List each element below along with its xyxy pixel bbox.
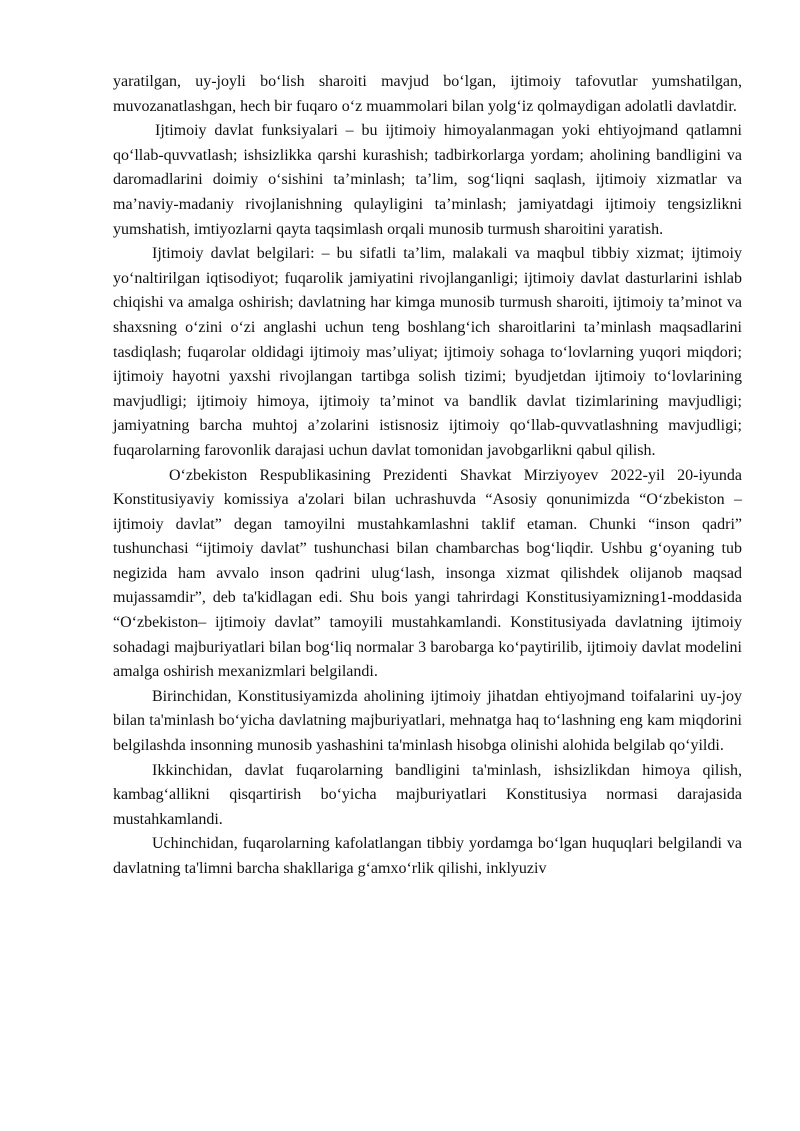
paragraph-thirdly: Uchinchidan, fuqarolarning kafolatlangan tibbiy yordamga boʻlgan huquqlari belgilandi va davlatning ta'limni barcha shakllariga gʻamxoʻrlik qilishi, inklyuziv (113, 835, 742, 877)
paragraph-continuation: yaratilgan, uy-joyli boʻlish sharoiti mavjud boʻlgan, ijtimoiy tafovutlar yumshatilgan, muvozanatlashgan, hech bir fuqaro oʻz muammolari bilan yolgʻiz qolmaydigan adolatli davlatdir. (113, 73, 742, 115)
paragraph-president-quote: Oʻzbekiston Respublikasining Prezidenti Shavkat Mirziyoyev 2022-yil 20-iyunda Konstitusiyaviy komissiya a'zolari bilan uchrashuvda “Asosiy qonunimizda “Oʻzbekiston – ijtimoiy davlat” degan tamoyilni mustahkamlashni taklif etaman. Chunki “inson qadri” tushunchasi “ijtimoiy davlat” tushunchasi bilan chambarchas bogʻliqdir. Ushbu gʻoyaning tub negizida ham avvalo inson qadrini ulugʻlash, insonga xizmat qilishdek olijanob maqsad mujassamdir”, deb ta'kidlagan edi. Shu bois yangi tahrirdagi Konstitusiyamizning1-moddasida “Oʻzbekiston– ijtimoiy davlat” tamoyili mustahkamlandi. Konstitusiyada davlatning ijtimoiy sohadagi majburiyatlari bilan bogʻliq normalar 3 barobarga koʻpaytirilib, ijtimoiy davlat modelini amalga oshirish mexanizmlari belgilandi. (113, 466, 742, 681)
document-page (113, 70, 742, 882)
paragraph-secondly: Ikkinchidan, davlat fuqarolarning bandligini ta'minlash, ishsizlikdan himoya qilish, kambagʻallikni qisqartirish boʻyicha majburiyatlari Konstitusiya normasi darajasida mustahkamlandi. (113, 761, 742, 828)
paragraph-social-state-functions: Ijtimoiy davlat funksiyalari – bu ijtimoiy himoyalanmagan yoki ehtiyojmand qatlamni qoʻllab-quvvatlash; ishsizlikka qarshi kurashish; tadbirkorlarga yordam; aholining bandligini va daromadlarini doimiy oʻsishini taʼminlash; taʼlim, sogʻliqni saqlash, ijtimoiy xizmatlar va maʼnaviy-madaniy rivojlanishning qulayligini taʼminlash; jamiyatdagi ijtimoiy tengsizlikni yumshatish, imtiyozlarni qayta taqsimlash orqali munosib turmush sharoitini yaratish. (113, 122, 742, 238)
paragraph-firstly: Birinchidan, Konstitusiyamizda aholining ijtimoiy jihatdan ehtiyojmand toifalarini uy-joy bilan ta'minlash boʻyicha davlatning majburiyatlari, mehnatga haq toʻlashning eng kam miqdorini belgilashda insonning munosib yashashini ta'minlash hisobga olinishi alohida belgilab qoʻyildi. (113, 687, 742, 755)
paragraph-social-state-features: Ijtimoiy davlat belgilari: – bu sifatli taʼlim, malakali va maqbul tibbiy xizmat; ijtimoiy yoʻnaltirilgan iqtisodiyot; fuqarolik jamiyatini rivojlanganligi; ijtimoiy davlat dasturlarini ishlab chiqishi va amalga oshirish; davlatning har kimga munosib turmush sharoiti, ijtimoiy taʼminot va shaxsning oʻzini oʻzi anglashi uchun teng boshlangʻich sharoitlarini taʼminlash maqsadlarini tasdiqlash; fuqarolar oldidagi ijtimoiy masʼuliyat; ijtimoiy sohaga toʻlovlarning yuqori miqdori; ijtimoiy hayotni yaxshi rivojlangan tartibga solish tizimi; byudjetdan ijtimoiy toʻlovlarining mavjudligi; ijtimoiy himoya, ijtimoiy taʼminot va bandlik davlat tizimlarining mavjudligi; jamiyatning barcha muhtoj aʼzolarini istisnosiz ijtimoiy qoʻllab-quvvatlashning mavjudligi; fuqarolarning farovonlik darajasi uchun davlat tomonidan javobgarlikni qabul qilish. (113, 245, 742, 459)
